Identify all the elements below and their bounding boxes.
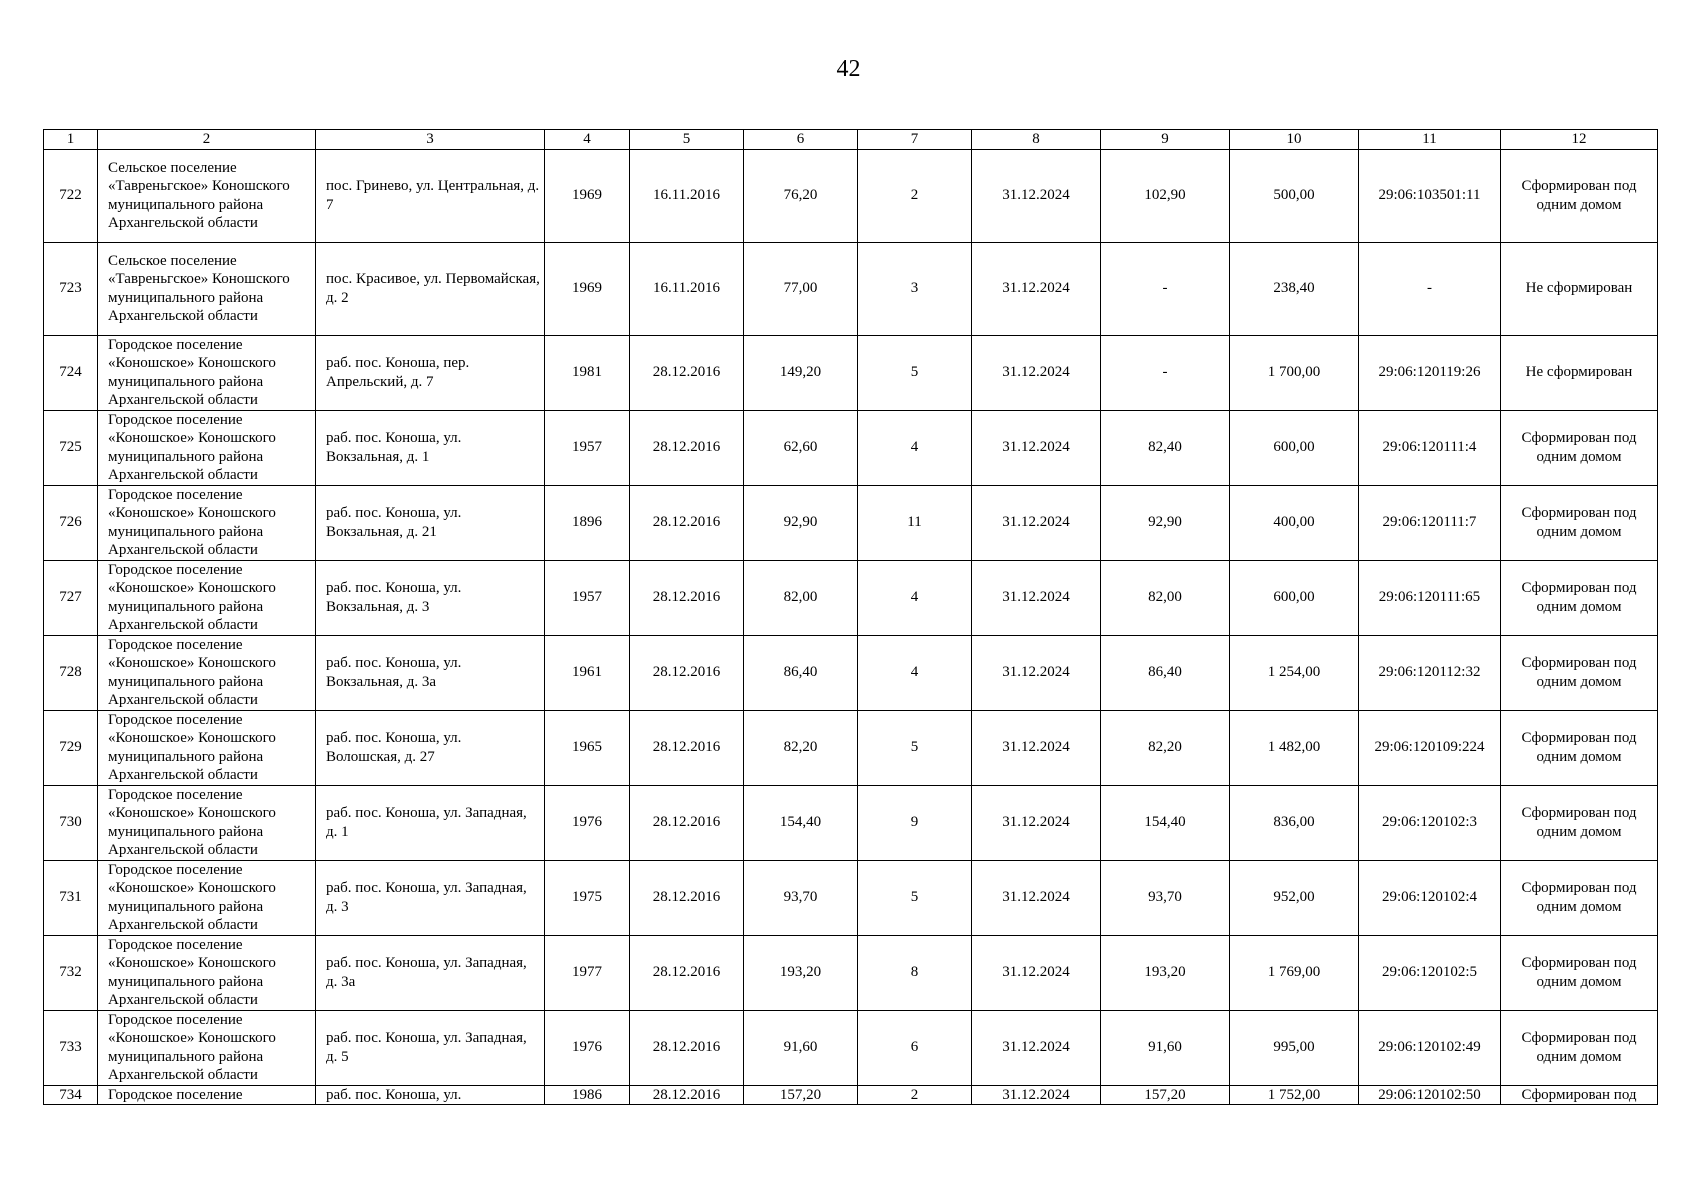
living-area: 62,60 (744, 410, 858, 485)
settlement-name: Городское поселение «Коношское» Коношского муниципального района Архангельской области (98, 635, 316, 710)
land-status: Не сформирован (1501, 335, 1658, 410)
deadline-date: 31.12.2024 (972, 1010, 1101, 1085)
total-area: 93,70 (1101, 860, 1230, 935)
recognition-date: 28.12.2016 (630, 485, 744, 560)
table-row (44, 560, 1658, 635)
total-area: 91,60 (1101, 1010, 1230, 1085)
deadline-date: 31.12.2024 (972, 410, 1101, 485)
living-area: 76,20 (744, 149, 858, 242)
build-year: 1975 (545, 860, 630, 935)
living-area: 154,40 (744, 785, 858, 860)
cadastral-number: 29:06:120112:32 (1359, 635, 1501, 710)
address: раб. пос. Коноша, ул. Вокзальная, д. 1 (316, 410, 545, 485)
land-area: 1 752,00 (1230, 1085, 1359, 1105)
recognition-date: 16.11.2016 (630, 242, 744, 335)
deadline-date: 31.12.2024 (972, 485, 1101, 560)
settlement-name: Городское поселение «Коношское» Коношского муниципального района Архангельской области (98, 785, 316, 860)
living-area: 82,20 (744, 710, 858, 785)
deadline-date: 31.12.2024 (972, 242, 1101, 335)
deadline-date: 31.12.2024 (972, 560, 1101, 635)
land-status: Сформирован под одним домом (1501, 410, 1658, 485)
cadastral-number: 29:06:120102:5 (1359, 935, 1501, 1010)
total-area: 92,90 (1101, 485, 1230, 560)
register-table (43, 129, 1658, 1105)
column-number: 6 (744, 130, 858, 150)
total-area: 86,40 (1101, 635, 1230, 710)
column-number: 5 (630, 130, 744, 150)
settlement-name: Городское поселение «Коношское» Коношского муниципального района Архангельской области (98, 1010, 316, 1085)
living-area: 82,00 (744, 560, 858, 635)
land-area: 1 700,00 (1230, 335, 1359, 410)
column-number: 11 (1359, 130, 1501, 150)
column-number: 1 (44, 130, 98, 150)
total-area: 193,20 (1101, 935, 1230, 1010)
deadline-date: 31.12.2024 (972, 860, 1101, 935)
table-row (44, 410, 1658, 485)
address: пос. Гринево, ул. Центральная, д. 7 (316, 149, 545, 242)
total-area: 154,40 (1101, 785, 1230, 860)
residents-count: 2 (858, 1085, 972, 1105)
build-year: 1977 (545, 935, 630, 1010)
settlement-name: Городское поселение «Коношское» Коношского муниципального района Архангельской области (98, 710, 316, 785)
land-status: Сформирован под одним домом (1501, 935, 1658, 1010)
residents-count: 9 (858, 785, 972, 860)
land-area: 1 482,00 (1230, 710, 1359, 785)
living-area: 77,00 (744, 242, 858, 335)
land-area: 600,00 (1230, 560, 1359, 635)
column-number: 7 (858, 130, 972, 150)
row-number: 724 (44, 335, 98, 410)
land-area: 600,00 (1230, 410, 1359, 485)
address: раб. пос. Коноша, ул. Вокзальная, д. 3 (316, 560, 545, 635)
residents-count: 11 (858, 485, 972, 560)
table-body (44, 130, 1658, 1105)
settlement-name: Городское поселение «Коношское» Коношского муниципального района Архангельской области (98, 560, 316, 635)
table-row (44, 1085, 1658, 1105)
table-row (44, 1010, 1658, 1085)
land-status: Сформирован под одним домом (1501, 860, 1658, 935)
column-number: 10 (1230, 130, 1359, 150)
address: раб. пос. Коноша, ул. Вокзальная, д. 3а (316, 635, 545, 710)
living-area: 157,20 (744, 1085, 858, 1105)
column-number: 9 (1101, 130, 1230, 150)
cadastral-number: 29:06:103501:11 (1359, 149, 1501, 242)
residents-count: 3 (858, 242, 972, 335)
residents-count: 4 (858, 635, 972, 710)
column-number: 2 (98, 130, 316, 150)
column-number: 12 (1501, 130, 1658, 150)
row-number: 731 (44, 860, 98, 935)
living-area: 92,90 (744, 485, 858, 560)
cadastral-number: - (1359, 242, 1501, 335)
build-year: 1969 (545, 242, 630, 335)
residents-count: 5 (858, 710, 972, 785)
land-status: Сформирован под одним домом (1501, 560, 1658, 635)
residents-count: 5 (858, 860, 972, 935)
recognition-date: 28.12.2016 (630, 785, 744, 860)
table-row (44, 785, 1658, 860)
row-number: 726 (44, 485, 98, 560)
table-row (44, 710, 1658, 785)
build-year: 1896 (545, 485, 630, 560)
deadline-date: 31.12.2024 (972, 149, 1101, 242)
build-year: 1965 (545, 710, 630, 785)
row-number: 722 (44, 149, 98, 242)
total-area: - (1101, 335, 1230, 410)
recognition-date: 28.12.2016 (630, 710, 744, 785)
column-number-row (44, 130, 1658, 150)
settlement-name: Городское поселение (98, 1085, 316, 1105)
deadline-date: 31.12.2024 (972, 710, 1101, 785)
residents-count: 2 (858, 149, 972, 242)
total-area: 82,20 (1101, 710, 1230, 785)
cadastral-number: 29:06:120109:224 (1359, 710, 1501, 785)
row-number: 725 (44, 410, 98, 485)
row-number: 734 (44, 1085, 98, 1105)
land-area: 836,00 (1230, 785, 1359, 860)
recognition-date: 28.12.2016 (630, 635, 744, 710)
table-row (44, 935, 1658, 1010)
address: раб. пос. Коноша, ул. Западная, д. 1 (316, 785, 545, 860)
row-number: 733 (44, 1010, 98, 1085)
address: раб. пос. Коноша, ул. Западная, д. 3а (316, 935, 545, 1010)
total-area: 82,00 (1101, 560, 1230, 635)
row-number: 730 (44, 785, 98, 860)
living-area: 193,20 (744, 935, 858, 1010)
row-number: 728 (44, 635, 98, 710)
land-status: Сформирован под (1501, 1085, 1658, 1105)
address: раб. пос. Коноша, ул. Западная, д. 3 (316, 860, 545, 935)
recognition-date: 28.12.2016 (630, 410, 744, 485)
address: раб. пос. Коноша, ул. Вокзальная, д. 21 (316, 485, 545, 560)
cadastral-number: 29:06:120102:3 (1359, 785, 1501, 860)
build-year: 1976 (545, 1010, 630, 1085)
land-status: Сформирован под одним домом (1501, 485, 1658, 560)
recognition-date: 28.12.2016 (630, 935, 744, 1010)
row-number: 727 (44, 560, 98, 635)
address: раб. пос. Коноша, ул. Западная, д. 5 (316, 1010, 545, 1085)
cadastral-number: 29:06:120102:50 (1359, 1085, 1501, 1105)
column-number: 4 (545, 130, 630, 150)
build-year: 1957 (545, 560, 630, 635)
land-status: Сформирован под одним домом (1501, 635, 1658, 710)
build-year: 1969 (545, 149, 630, 242)
settlement-name: Городское поселение «Коношское» Коношского муниципального района Архангельской области (98, 485, 316, 560)
residents-count: 8 (858, 935, 972, 1010)
table-row (44, 485, 1658, 560)
address: раб. пос. Коноша, ул. Волошская, д. 27 (316, 710, 545, 785)
build-year: 1961 (545, 635, 630, 710)
cadastral-number: 29:06:120102:4 (1359, 860, 1501, 935)
cadastral-number: 29:06:120111:65 (1359, 560, 1501, 635)
land-status: Сформирован под одним домом (1501, 785, 1658, 860)
deadline-date: 31.12.2024 (972, 335, 1101, 410)
settlement-name: Сельское поселение «Тавреньгское» Коношского муниципального района Архангельской области (98, 242, 316, 335)
cadastral-number: 29:06:120102:49 (1359, 1010, 1501, 1085)
column-number: 8 (972, 130, 1101, 150)
build-year: 1986 (545, 1085, 630, 1105)
page-number: 42 (836, 56, 861, 82)
deadline-date: 31.12.2024 (972, 785, 1101, 860)
table-row (44, 149, 1658, 242)
land-area: 400,00 (1230, 485, 1359, 560)
living-area: 86,40 (744, 635, 858, 710)
recognition-date: 28.12.2016 (630, 335, 744, 410)
total-area: 102,90 (1101, 149, 1230, 242)
settlement-name: Городское поселение «Коношское» Коношского муниципального района Архангельской области (98, 860, 316, 935)
cadastral-number: 29:06:120111:4 (1359, 410, 1501, 485)
residents-count: 6 (858, 1010, 972, 1085)
land-area: 500,00 (1230, 149, 1359, 242)
row-number: 723 (44, 242, 98, 335)
land-area: 1 769,00 (1230, 935, 1359, 1010)
total-area: - (1101, 242, 1230, 335)
table-row (44, 635, 1658, 710)
land-status: Сформирован под одним домом (1501, 1010, 1658, 1085)
recognition-date: 28.12.2016 (630, 560, 744, 635)
total-area: 157,20 (1101, 1085, 1230, 1105)
settlement-name: Городское поселение «Коношское» Коношского муниципального района Архангельской области (98, 935, 316, 1010)
row-number: 729 (44, 710, 98, 785)
build-year: 1981 (545, 335, 630, 410)
table-row (44, 860, 1658, 935)
deadline-date: 31.12.2024 (972, 935, 1101, 1010)
land-status: Не сформирован (1501, 242, 1658, 335)
recognition-date: 28.12.2016 (630, 1085, 744, 1105)
build-year: 1957 (545, 410, 630, 485)
recognition-date: 28.12.2016 (630, 860, 744, 935)
living-area: 91,60 (744, 1010, 858, 1085)
land-area: 238,40 (1230, 242, 1359, 335)
living-area: 93,70 (744, 860, 858, 935)
recognition-date: 16.11.2016 (630, 149, 744, 242)
land-area: 995,00 (1230, 1010, 1359, 1085)
residents-count: 5 (858, 335, 972, 410)
residents-count: 4 (858, 560, 972, 635)
row-number: 732 (44, 935, 98, 1010)
residents-count: 4 (858, 410, 972, 485)
cadastral-number: 29:06:120119:26 (1359, 335, 1501, 410)
land-status: Сформирован под одним домом (1501, 710, 1658, 785)
column-number: 3 (316, 130, 545, 150)
table-row (44, 242, 1658, 335)
cadastral-number: 29:06:120111:7 (1359, 485, 1501, 560)
settlement-name: Сельское поселение «Тавреньгское» Коношского муниципального района Архангельской области (98, 149, 316, 242)
living-area: 149,20 (744, 335, 858, 410)
deadline-date: 31.12.2024 (972, 1085, 1101, 1105)
address: пос. Красивое, ул. Первомайская, д. 2 (316, 242, 545, 335)
table-row (44, 335, 1658, 410)
deadline-date: 31.12.2024 (972, 635, 1101, 710)
build-year: 1976 (545, 785, 630, 860)
land-area: 952,00 (1230, 860, 1359, 935)
settlement-name: Городское поселение «Коношское» Коношского муниципального района Архангельской области (98, 410, 316, 485)
settlement-name: Городское поселение «Коношское» Коношского муниципального района Архангельской области (98, 335, 316, 410)
address: раб. пос. Коноша, ул. (316, 1085, 545, 1105)
address: раб. пос. Коноша, пер. Апрельский, д. 7 (316, 335, 545, 410)
total-area: 82,40 (1101, 410, 1230, 485)
land-status: Сформирован под одним домом (1501, 149, 1658, 242)
recognition-date: 28.12.2016 (630, 1010, 744, 1085)
land-area: 1 254,00 (1230, 635, 1359, 710)
